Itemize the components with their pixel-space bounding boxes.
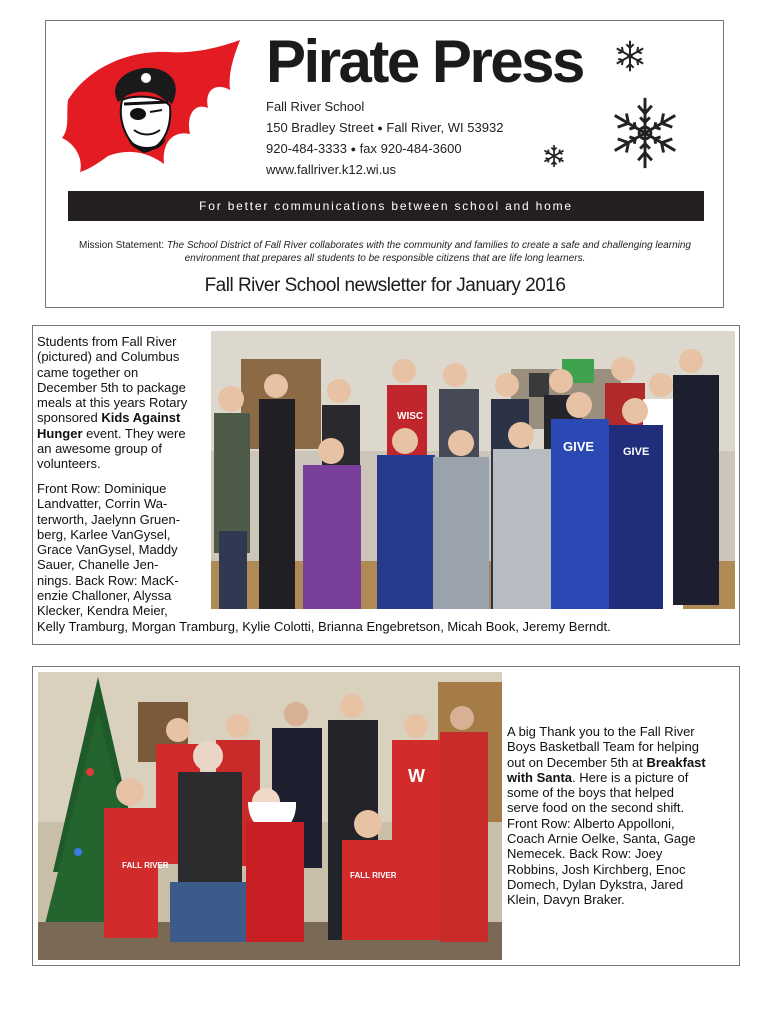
banner: For better communications between school and home: [68, 191, 704, 221]
bullet-separator: ●: [377, 123, 383, 133]
article2-line: [507, 800, 738, 815]
fax-number: fax 920-484-3600: [359, 141, 462, 156]
article1-intro-segment: Students from Fall River: [37, 334, 177, 349]
article1-intro-segment: December 5th to package: [37, 379, 186, 395]
mission-text: The School District of Fall River collaborates with the community and families to create a safe and challenging learning environment that prepares all students to be responsible citizens that are life long learners.: [166, 240, 691, 264]
article2-segment: Nemecek. Back Row: Joey: [507, 846, 663, 862]
article1-intro-segment: (pictured) and Columbus: [37, 349, 180, 365]
article2-segment: Breakfast: [646, 754, 706, 770]
jersey-text-fall-river: FALL RIVER: [122, 861, 169, 870]
article2-line: [507, 816, 738, 831]
article1-intro-segment: event. They were: [82, 425, 186, 441]
snowflake-icon: [604, 94, 686, 172]
address-street: 150 Bradley Street: [266, 120, 374, 135]
article1-intro-line: [37, 395, 213, 410]
article1-names-line: [37, 542, 737, 557]
jersey-text-fall-river-2: FALL RIVER: [350, 871, 397, 880]
issue-title: Fall River School newsletter for January 2016: [204, 275, 566, 296]
article2-line: [507, 862, 738, 877]
article2-segment: some of the boys that helped: [507, 785, 674, 801]
article2-segment: with Santa: [507, 769, 573, 785]
snowflake-icon: [541, 143, 567, 169]
article1-names-segment: berg, Karlee VanGysel,: [37, 526, 171, 542]
pirate-flag-logo: [58, 38, 243, 173]
mission-statement: [70, 239, 700, 265]
article1-intro-segment: sponsored: [37, 410, 102, 426]
article1-intro-line: [37, 365, 213, 380]
article2-segment: Klein, Davyn Braker.: [507, 892, 625, 908]
article2-segment: Robbins, Josh Kirchberg, Enoc: [507, 861, 686, 877]
shirt-text-give: GIVE: [563, 439, 595, 454]
article1-names-line: [37, 573, 737, 588]
article1-intro-line: [37, 349, 213, 364]
article1-intro-line: [37, 334, 213, 349]
article2-segment: Coach Arnie Oelke, Santa, Gage: [507, 831, 696, 847]
article2-segment: Domech, Dylan Dykstra, Jared: [507, 876, 684, 892]
article2-line: [507, 724, 738, 739]
article1-intro-line: [37, 456, 213, 471]
article1-intro-segment: came together on: [37, 364, 139, 380]
shirt-text-wisc: WISC: [397, 411, 424, 422]
phone-number: 920-484-3333: [266, 141, 347, 156]
mission-label: Mission Statement:: [79, 240, 165, 251]
article2-segment: serve food on the second shift.: [507, 800, 685, 816]
article2-line: [507, 831, 738, 846]
photo-basketball-team: [38, 672, 502, 960]
article1-names-line: [37, 496, 737, 511]
article1-names-line: [37, 557, 737, 572]
article2-segment: Boys Basketball Team for helping: [507, 739, 699, 755]
article1-names-segment: Klecker, Kendra Meier,: [37, 603, 168, 619]
article1-names: [37, 481, 737, 634]
article1-names-line: [37, 512, 737, 527]
article2-segment: A big Thank you to the Fall River: [507, 724, 695, 739]
article1-names-segment: Landvatter, Corrin Wa-: [37, 496, 168, 512]
address-city: Fall River, WI 53932: [386, 120, 504, 135]
bullet-separator: ●: [350, 144, 357, 154]
article1-names-line: [37, 481, 737, 496]
article2-text: [507, 724, 738, 908]
article1-intro-line: [37, 380, 213, 395]
newsletter-title: Pirate Press: [266, 28, 583, 95]
article2-line: [507, 785, 738, 800]
article2-line: [507, 892, 738, 907]
article1-intro-segment: Hunger: [37, 425, 83, 441]
shirt-text-give-2: GIVE: [623, 446, 650, 458]
article1-names-segment: enzie Challoner, Alyssa: [37, 588, 172, 604]
article2-line: [507, 877, 738, 892]
article2-line: [507, 739, 738, 754]
school-name: Fall River School: [266, 99, 365, 114]
article1-intro-segment: an awesome group of: [37, 441, 163, 457]
article1-names-segment: Front Row: Dominique: [37, 481, 167, 496]
snowflake-icon: [612, 38, 648, 74]
article1-names-segment: Sauer, Chanelle Jen-: [37, 557, 159, 573]
article1-names-line: [37, 527, 737, 542]
article2-segment: out on December 5th at: [507, 754, 647, 770]
article2-line: [507, 770, 738, 785]
article1-intro-line: [37, 410, 213, 425]
jersey-text-w: W: [408, 766, 425, 786]
article1-names-segment: nings. Back Row: MacK-: [37, 572, 179, 588]
article2-line: [507, 846, 738, 861]
article1-names-line: [37, 619, 737, 634]
phone-line: [266, 141, 462, 157]
article2-segment: Front Row: Alberto Appolloni,: [507, 815, 675, 831]
address-line: [266, 120, 503, 136]
article1-names-line: [37, 603, 737, 618]
article1-intro-segment: Kids Against: [101, 410, 181, 426]
article1-intro-line: [37, 441, 213, 456]
article1-names-segment: terworth, Jaelynn Gruen-: [37, 511, 181, 527]
article1-intro-segment: volunteers.: [37, 456, 101, 472]
article1-names-segment: Grace VanGysel, Maddy: [37, 542, 178, 558]
article1-intro-line: [37, 426, 213, 441]
article2-segment: . Here is a picture of: [572, 769, 689, 785]
article1-names-segment: Kelly Tramburg, Morgan Tramburg, Kylie Colotti, Brianna Engebretson, Micah Book, Jeremy Berndt.: [37, 618, 611, 634]
article2-line: [507, 755, 738, 770]
article1-intro: [37, 334, 213, 472]
article1-intro-segment: meals at this years Rotary: [37, 395, 188, 411]
article1-names-line: [37, 588, 737, 603]
website: www.fallriver.k12.wi.us: [266, 162, 397, 177]
